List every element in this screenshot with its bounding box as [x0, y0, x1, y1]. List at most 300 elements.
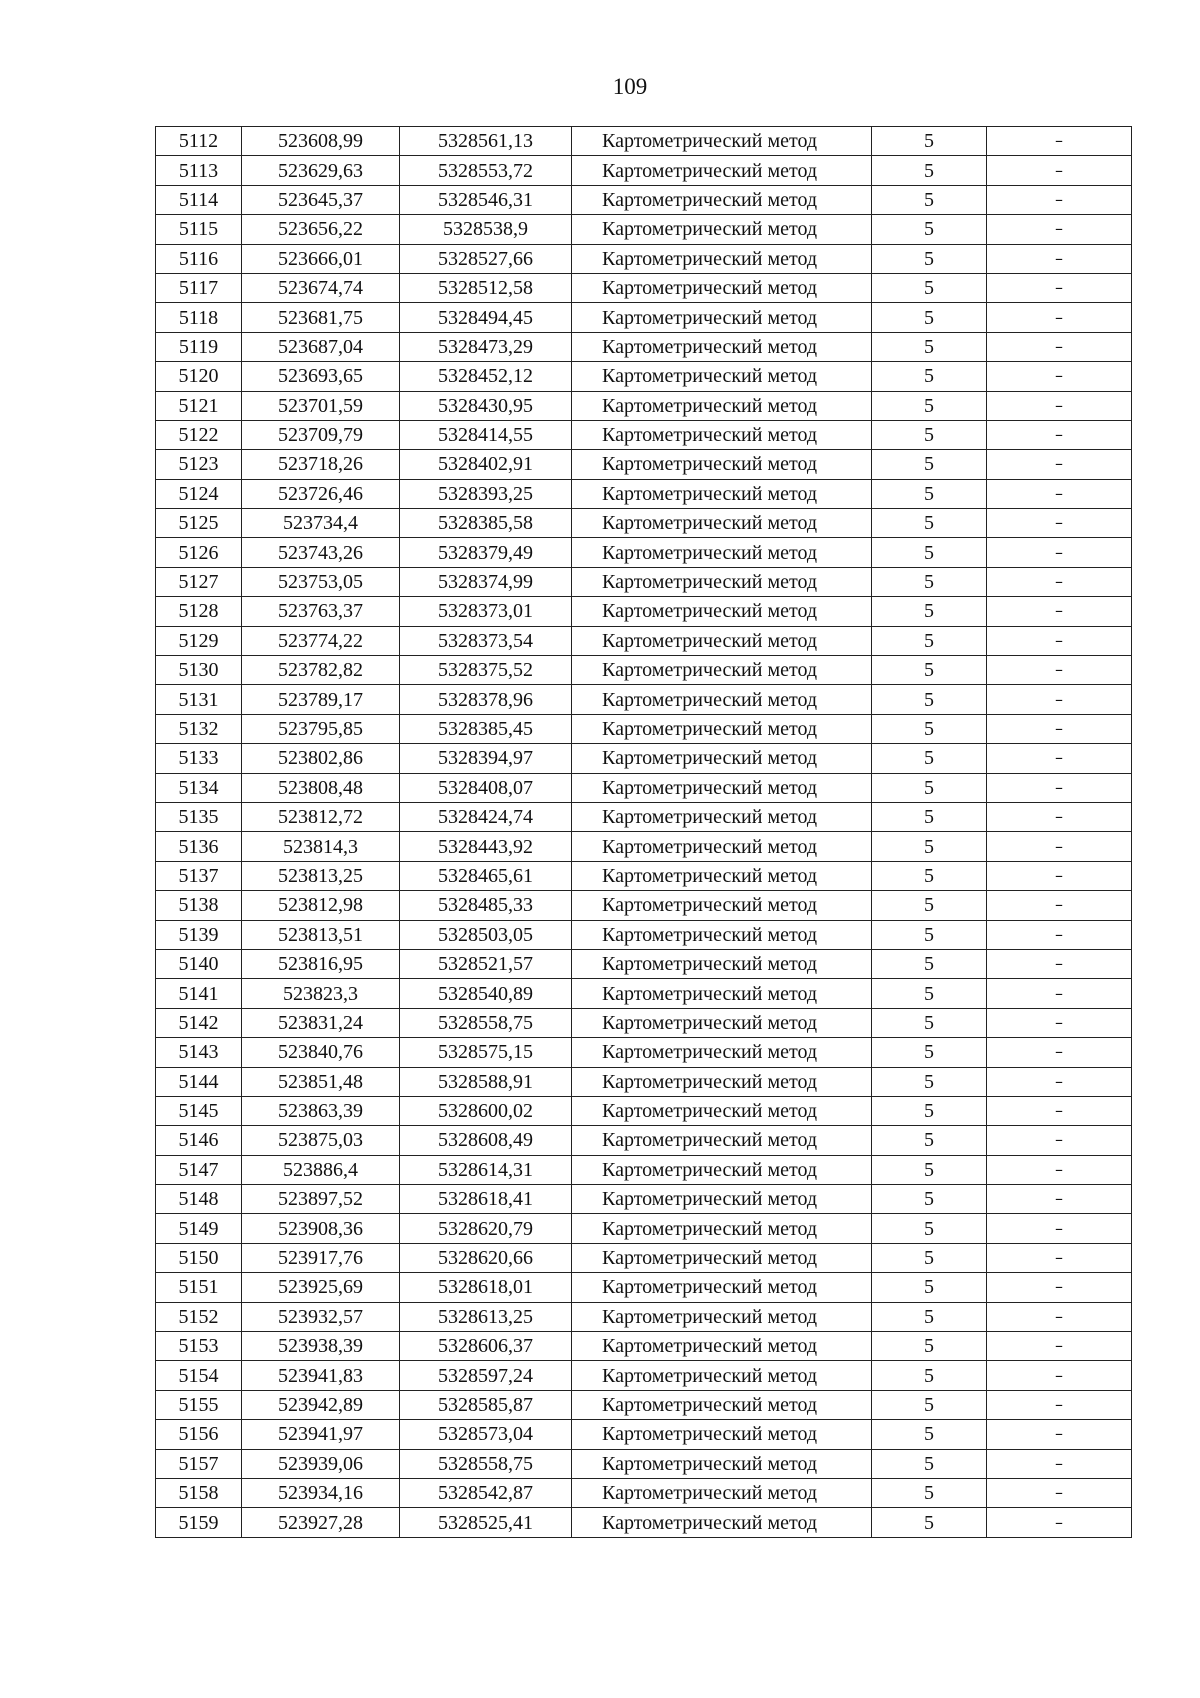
- accuracy-cell: 5: [872, 1273, 987, 1302]
- note-cell: –: [987, 1214, 1132, 1243]
- note-cell: –: [987, 1067, 1132, 1096]
- accuracy-cell: 5: [872, 979, 987, 1008]
- note-cell: –: [987, 920, 1132, 949]
- y-coordinate-cell: 5328575,15: [400, 1038, 572, 1067]
- point-number-cell: 5116: [156, 244, 242, 273]
- note-cell: –: [987, 1508, 1132, 1537]
- y-coordinate-cell: 5328494,45: [400, 303, 572, 332]
- method-cell: Картометрический метод: [572, 1478, 872, 1507]
- table-row: [156, 861, 1132, 890]
- note-cell: –: [987, 744, 1132, 773]
- x-coordinate-cell: 523734,4: [242, 509, 400, 538]
- accuracy-cell: 5: [872, 773, 987, 802]
- accuracy-cell: 5: [872, 1214, 987, 1243]
- accuracy-cell: 5: [872, 127, 987, 156]
- table-row: [156, 1214, 1132, 1243]
- note-cell: –: [987, 1126, 1132, 1155]
- x-coordinate-cell: 523808,48: [242, 773, 400, 802]
- x-coordinate-cell: 523753,05: [242, 567, 400, 596]
- table-row: [156, 420, 1132, 449]
- point-number-cell: 5130: [156, 656, 242, 685]
- note-cell: –: [987, 1332, 1132, 1361]
- table-row: [156, 567, 1132, 596]
- note-cell: –: [987, 450, 1132, 479]
- note-cell: –: [987, 1243, 1132, 1272]
- note-cell: –: [987, 773, 1132, 802]
- note-cell: –: [987, 714, 1132, 743]
- x-coordinate-cell: 523629,63: [242, 156, 400, 185]
- method-cell: Картометрический метод: [572, 949, 872, 978]
- table-row: [156, 1126, 1132, 1155]
- x-coordinate-cell: 523886,4: [242, 1155, 400, 1184]
- y-coordinate-cell: 5328465,61: [400, 861, 572, 890]
- point-number-cell: 5128: [156, 597, 242, 626]
- method-cell: Картометрический метод: [572, 832, 872, 861]
- y-coordinate-cell: 5328558,75: [400, 1008, 572, 1037]
- table-row: [156, 509, 1132, 538]
- y-coordinate-cell: 5328618,01: [400, 1273, 572, 1302]
- x-coordinate-cell: 523763,37: [242, 597, 400, 626]
- table-row: [156, 538, 1132, 567]
- x-coordinate-cell: 523816,95: [242, 949, 400, 978]
- point-number-cell: 5142: [156, 1008, 242, 1037]
- accuracy-cell: 5: [872, 391, 987, 420]
- point-number-cell: 5146: [156, 1126, 242, 1155]
- point-number-cell: 5156: [156, 1420, 242, 1449]
- table-row: [156, 949, 1132, 978]
- table-row: [156, 273, 1132, 302]
- accuracy-cell: 5: [872, 714, 987, 743]
- table-row: [156, 1273, 1132, 1302]
- point-number-cell: 5125: [156, 509, 242, 538]
- y-coordinate-cell: 5328561,13: [400, 127, 572, 156]
- table-row: [156, 1008, 1132, 1037]
- method-cell: Картометрический метод: [572, 1273, 872, 1302]
- table-row: [156, 1420, 1132, 1449]
- note-cell: –: [987, 1302, 1132, 1331]
- x-coordinate-cell: 523863,39: [242, 1096, 400, 1125]
- accuracy-cell: 5: [872, 1420, 987, 1449]
- x-coordinate-cell: 523802,86: [242, 744, 400, 773]
- x-coordinate-cell: 523701,59: [242, 391, 400, 420]
- point-number-cell: 5148: [156, 1185, 242, 1214]
- note-cell: –: [987, 362, 1132, 391]
- y-coordinate-cell: 5328618,41: [400, 1185, 572, 1214]
- accuracy-cell: 5: [872, 861, 987, 890]
- method-cell: Картометрический метод: [572, 920, 872, 949]
- accuracy-cell: 5: [872, 1302, 987, 1331]
- y-coordinate-cell: 5328512,58: [400, 273, 572, 302]
- y-coordinate-cell: 5328379,49: [400, 538, 572, 567]
- y-coordinate-cell: 5328521,57: [400, 949, 572, 978]
- table-row: [156, 1508, 1132, 1537]
- y-coordinate-cell: 5328385,58: [400, 509, 572, 538]
- accuracy-cell: 5: [872, 1008, 987, 1037]
- x-coordinate-cell: 523782,82: [242, 656, 400, 685]
- x-coordinate-cell: 523934,16: [242, 1478, 400, 1507]
- point-number-cell: 5115: [156, 215, 242, 244]
- point-number-cell: 5138: [156, 891, 242, 920]
- x-coordinate-cell: 523608,99: [242, 127, 400, 156]
- table-row: [156, 1449, 1132, 1478]
- table-row: [156, 1390, 1132, 1419]
- note-cell: –: [987, 1038, 1132, 1067]
- x-coordinate-cell: 523709,79: [242, 420, 400, 449]
- x-coordinate-cell: 523938,39: [242, 1332, 400, 1361]
- accuracy-cell: 5: [872, 1390, 987, 1419]
- method-cell: Картометрический метод: [572, 1449, 872, 1478]
- note-cell: –: [987, 215, 1132, 244]
- y-coordinate-cell: 5328608,49: [400, 1126, 572, 1155]
- method-cell: Картометрический метод: [572, 1302, 872, 1331]
- accuracy-cell: 5: [872, 1243, 987, 1272]
- point-number-cell: 5117: [156, 273, 242, 302]
- y-coordinate-cell: 5328473,29: [400, 332, 572, 361]
- method-cell: Картометрический метод: [572, 420, 872, 449]
- accuracy-cell: 5: [872, 1096, 987, 1125]
- method-cell: Картометрический метод: [572, 509, 872, 538]
- accuracy-cell: 5: [872, 1508, 987, 1537]
- method-cell: Картометрический метод: [572, 1390, 872, 1419]
- accuracy-cell: 5: [872, 273, 987, 302]
- y-coordinate-cell: 5328558,75: [400, 1449, 572, 1478]
- accuracy-cell: 5: [872, 1038, 987, 1067]
- method-cell: Картометрический метод: [572, 332, 872, 361]
- note-cell: –: [987, 1361, 1132, 1390]
- accuracy-cell: 5: [872, 1449, 987, 1478]
- table-row: [156, 1185, 1132, 1214]
- x-coordinate-cell: 523941,83: [242, 1361, 400, 1390]
- table-row: [156, 1096, 1132, 1125]
- x-coordinate-cell: 523814,3: [242, 832, 400, 861]
- x-coordinate-cell: 523831,24: [242, 1008, 400, 1037]
- note-cell: –: [987, 626, 1132, 655]
- method-cell: Картометрический метод: [572, 1332, 872, 1361]
- y-coordinate-cell: 5328620,79: [400, 1214, 572, 1243]
- table-row: [156, 744, 1132, 773]
- method-cell: Картометрический метод: [572, 1420, 872, 1449]
- point-number-cell: 5112: [156, 127, 242, 156]
- note-cell: –: [987, 1478, 1132, 1507]
- y-coordinate-cell: 5328613,25: [400, 1302, 572, 1331]
- table-row: [156, 979, 1132, 1008]
- point-number-cell: 5159: [156, 1508, 242, 1537]
- note-cell: –: [987, 1420, 1132, 1449]
- x-coordinate-cell: 523875,03: [242, 1126, 400, 1155]
- table-row: [156, 597, 1132, 626]
- method-cell: Картометрический метод: [572, 1361, 872, 1390]
- note-cell: –: [987, 685, 1132, 714]
- point-number-cell: 5126: [156, 538, 242, 567]
- y-coordinate-cell: 5328443,92: [400, 832, 572, 861]
- table-row: [156, 626, 1132, 655]
- y-coordinate-cell: 5328606,37: [400, 1332, 572, 1361]
- y-coordinate-cell: 5328374,99: [400, 567, 572, 596]
- table-row: [156, 773, 1132, 802]
- accuracy-cell: 5: [872, 538, 987, 567]
- y-coordinate-cell: 5328597,24: [400, 1361, 572, 1390]
- table-row: [156, 332, 1132, 361]
- method-cell: Картометрический метод: [572, 479, 872, 508]
- note-cell: –: [987, 244, 1132, 273]
- accuracy-cell: 5: [872, 597, 987, 626]
- y-coordinate-cell: 5328385,45: [400, 714, 572, 743]
- point-number-cell: 5144: [156, 1067, 242, 1096]
- method-cell: Картометрический метод: [572, 1096, 872, 1125]
- method-cell: Картометрический метод: [572, 185, 872, 214]
- x-coordinate-cell: 523897,52: [242, 1185, 400, 1214]
- y-coordinate-cell: 5328540,89: [400, 979, 572, 1008]
- note-cell: –: [987, 332, 1132, 361]
- y-coordinate-cell: 5328452,12: [400, 362, 572, 391]
- method-cell: Картометрический метод: [572, 656, 872, 685]
- method-cell: Картометрический метод: [572, 1185, 872, 1214]
- method-cell: Картометрический метод: [572, 714, 872, 743]
- note-cell: –: [987, 1155, 1132, 1184]
- note-cell: –: [987, 1185, 1132, 1214]
- point-number-cell: 5154: [156, 1361, 242, 1390]
- x-coordinate-cell: 523795,85: [242, 714, 400, 743]
- note-cell: –: [987, 949, 1132, 978]
- table-row: [156, 215, 1132, 244]
- method-cell: Картометрический метод: [572, 744, 872, 773]
- point-number-cell: 5157: [156, 1449, 242, 1478]
- note-cell: –: [987, 979, 1132, 1008]
- table-row: [156, 891, 1132, 920]
- table-row: [156, 832, 1132, 861]
- coordinates-table: [155, 126, 1132, 1538]
- y-coordinate-cell: 5328588,91: [400, 1067, 572, 1096]
- note-cell: –: [987, 538, 1132, 567]
- point-number-cell: 5143: [156, 1038, 242, 1067]
- point-number-cell: 5152: [156, 1302, 242, 1331]
- note-cell: –: [987, 1390, 1132, 1419]
- x-coordinate-cell: 523813,51: [242, 920, 400, 949]
- y-coordinate-cell: 5328553,72: [400, 156, 572, 185]
- y-coordinate-cell: 5328527,66: [400, 244, 572, 273]
- note-cell: –: [987, 1449, 1132, 1478]
- point-number-cell: 5145: [156, 1096, 242, 1125]
- method-cell: Картометрический метод: [572, 891, 872, 920]
- note-cell: –: [987, 391, 1132, 420]
- x-coordinate-cell: 523666,01: [242, 244, 400, 273]
- point-number-cell: 5122: [156, 420, 242, 449]
- point-number-cell: 5155: [156, 1390, 242, 1419]
- accuracy-cell: 5: [872, 891, 987, 920]
- method-cell: Картометрический метод: [572, 538, 872, 567]
- note-cell: –: [987, 656, 1132, 685]
- point-number-cell: 5133: [156, 744, 242, 773]
- accuracy-cell: 5: [872, 1361, 987, 1390]
- accuracy-cell: 5: [872, 1126, 987, 1155]
- accuracy-cell: 5: [872, 802, 987, 831]
- note-cell: –: [987, 1273, 1132, 1302]
- accuracy-cell: 5: [872, 420, 987, 449]
- accuracy-cell: 5: [872, 656, 987, 685]
- y-coordinate-cell: 5328408,07: [400, 773, 572, 802]
- table-row: [156, 362, 1132, 391]
- table-row: [156, 802, 1132, 831]
- x-coordinate-cell: 523726,46: [242, 479, 400, 508]
- method-cell: Картометрический метод: [572, 303, 872, 332]
- method-cell: Картометрический метод: [572, 362, 872, 391]
- accuracy-cell: 5: [872, 1332, 987, 1361]
- y-coordinate-cell: 5328414,55: [400, 420, 572, 449]
- point-number-cell: 5113: [156, 156, 242, 185]
- method-cell: Картометрический метод: [572, 685, 872, 714]
- point-number-cell: 5139: [156, 920, 242, 949]
- point-number-cell: 5158: [156, 1478, 242, 1507]
- note-cell: –: [987, 1096, 1132, 1125]
- accuracy-cell: 5: [872, 332, 987, 361]
- point-number-cell: 5134: [156, 773, 242, 802]
- accuracy-cell: 5: [872, 1185, 987, 1214]
- y-coordinate-cell: 5328585,87: [400, 1390, 572, 1419]
- point-number-cell: 5149: [156, 1214, 242, 1243]
- accuracy-cell: 5: [872, 1478, 987, 1507]
- point-number-cell: 5135: [156, 802, 242, 831]
- table-row: [156, 1361, 1132, 1390]
- note-cell: –: [987, 567, 1132, 596]
- y-coordinate-cell: 5328573,04: [400, 1420, 572, 1449]
- note-cell: –: [987, 832, 1132, 861]
- method-cell: Картометрический метод: [572, 244, 872, 273]
- accuracy-cell: 5: [872, 920, 987, 949]
- x-coordinate-cell: 523789,17: [242, 685, 400, 714]
- method-cell: Картометрический метод: [572, 1038, 872, 1067]
- y-coordinate-cell: 5328430,95: [400, 391, 572, 420]
- x-coordinate-cell: 523942,89: [242, 1390, 400, 1419]
- note-cell: –: [987, 127, 1132, 156]
- y-coordinate-cell: 5328424,74: [400, 802, 572, 831]
- accuracy-cell: 5: [872, 185, 987, 214]
- x-coordinate-cell: 523681,75: [242, 303, 400, 332]
- note-cell: –: [987, 509, 1132, 538]
- x-coordinate-cell: 523687,04: [242, 332, 400, 361]
- y-coordinate-cell: 5328373,54: [400, 626, 572, 655]
- note-cell: –: [987, 597, 1132, 626]
- x-coordinate-cell: 523812,98: [242, 891, 400, 920]
- method-cell: Картометрический метод: [572, 1155, 872, 1184]
- method-cell: Картометрический метод: [572, 802, 872, 831]
- x-coordinate-cell: 523812,72: [242, 802, 400, 831]
- x-coordinate-cell: 523693,65: [242, 362, 400, 391]
- table-row: [156, 1243, 1132, 1272]
- accuracy-cell: 5: [872, 362, 987, 391]
- accuracy-cell: 5: [872, 567, 987, 596]
- accuracy-cell: 5: [872, 949, 987, 978]
- point-number-cell: 5118: [156, 303, 242, 332]
- y-coordinate-cell: 5328542,87: [400, 1478, 572, 1507]
- y-coordinate-cell: 5328375,52: [400, 656, 572, 685]
- accuracy-cell: 5: [872, 509, 987, 538]
- table-row: [156, 714, 1132, 743]
- method-cell: Картометрический метод: [572, 1214, 872, 1243]
- point-number-cell: 5140: [156, 949, 242, 978]
- table-row: [156, 391, 1132, 420]
- x-coordinate-cell: 523932,57: [242, 1302, 400, 1331]
- method-cell: Картометрический метод: [572, 597, 872, 626]
- y-coordinate-cell: 5328620,66: [400, 1243, 572, 1272]
- table-row: [156, 1332, 1132, 1361]
- point-number-cell: 5120: [156, 362, 242, 391]
- y-coordinate-cell: 5328525,41: [400, 1508, 572, 1537]
- note-cell: –: [987, 185, 1132, 214]
- accuracy-cell: 5: [872, 156, 987, 185]
- note-cell: –: [987, 479, 1132, 508]
- x-coordinate-cell: 523851,48: [242, 1067, 400, 1096]
- point-number-cell: 5129: [156, 626, 242, 655]
- x-coordinate-cell: 523645,37: [242, 185, 400, 214]
- x-coordinate-cell: 523927,28: [242, 1508, 400, 1537]
- accuracy-cell: 5: [872, 215, 987, 244]
- point-number-cell: 5114: [156, 185, 242, 214]
- table-row: [156, 1067, 1132, 1096]
- accuracy-cell: 5: [872, 450, 987, 479]
- method-cell: Картометрический метод: [572, 391, 872, 420]
- accuracy-cell: 5: [872, 303, 987, 332]
- point-number-cell: 5147: [156, 1155, 242, 1184]
- y-coordinate-cell: 5328546,31: [400, 185, 572, 214]
- x-coordinate-cell: 523813,25: [242, 861, 400, 890]
- method-cell: Картометрический метод: [572, 273, 872, 302]
- method-cell: Картометрический метод: [572, 1126, 872, 1155]
- point-number-cell: 5141: [156, 979, 242, 1008]
- accuracy-cell: 5: [872, 1155, 987, 1184]
- y-coordinate-cell: 5328503,05: [400, 920, 572, 949]
- table-row: [156, 185, 1132, 214]
- method-cell: Картометрический метод: [572, 626, 872, 655]
- table-row: [156, 156, 1132, 185]
- method-cell: Картометрический метод: [572, 1008, 872, 1037]
- table-row: [156, 479, 1132, 508]
- y-coordinate-cell: 5328600,02: [400, 1096, 572, 1125]
- y-coordinate-cell: 5328402,91: [400, 450, 572, 479]
- table-row: [156, 1478, 1132, 1507]
- method-cell: Картометрический метод: [572, 861, 872, 890]
- point-number-cell: 5136: [156, 832, 242, 861]
- y-coordinate-cell: 5328485,33: [400, 891, 572, 920]
- table-row: [156, 1155, 1132, 1184]
- method-cell: Картометрический метод: [572, 156, 872, 185]
- x-coordinate-cell: 523823,3: [242, 979, 400, 1008]
- note-cell: –: [987, 1008, 1132, 1037]
- accuracy-cell: 5: [872, 244, 987, 273]
- table-row: [156, 1302, 1132, 1331]
- y-coordinate-cell: 5328393,25: [400, 479, 572, 508]
- x-coordinate-cell: 523774,22: [242, 626, 400, 655]
- table-row: [156, 656, 1132, 685]
- point-number-cell: 5119: [156, 332, 242, 361]
- x-coordinate-cell: 523718,26: [242, 450, 400, 479]
- y-coordinate-cell: 5328614,31: [400, 1155, 572, 1184]
- point-number-cell: 5127: [156, 567, 242, 596]
- note-cell: –: [987, 273, 1132, 302]
- note-cell: –: [987, 303, 1132, 332]
- note-cell: –: [987, 891, 1132, 920]
- x-coordinate-cell: 523674,74: [242, 273, 400, 302]
- table-body: [156, 127, 1132, 1538]
- table-row: [156, 244, 1132, 273]
- note-cell: –: [987, 156, 1132, 185]
- accuracy-cell: 5: [872, 626, 987, 655]
- table-row: [156, 685, 1132, 714]
- y-coordinate-cell: 5328538,9: [400, 215, 572, 244]
- x-coordinate-cell: 523908,36: [242, 1214, 400, 1243]
- method-cell: Картометрический метод: [572, 567, 872, 596]
- accuracy-cell: 5: [872, 1067, 987, 1096]
- y-coordinate-cell: 5328394,97: [400, 744, 572, 773]
